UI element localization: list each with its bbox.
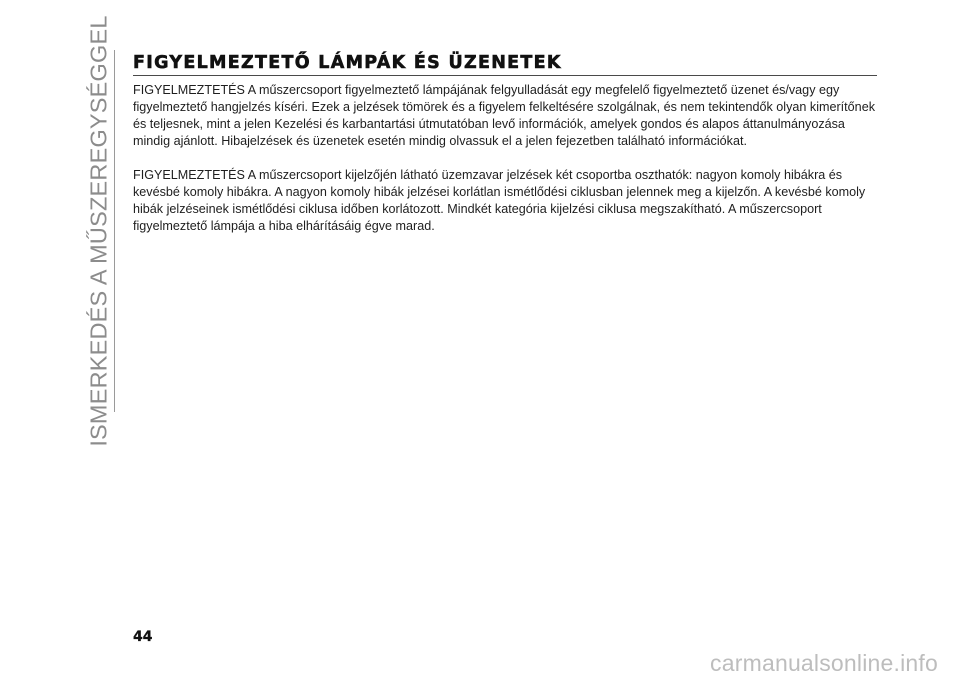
paragraph-fault-categories: FIGYELMEZTETÉS A műszercsoport kijelzőjén látható üzemzavar jelzések két csoportba oszthatók: nagyon komoly hibákra és kevésbé komoly hibákra. A nagyon komoly hibák jelzései korlátlan ismétlődési ciklusban jelennek meg a kijelzőn. A kevésbé komoly hibák jelzéseinek ismétlődési ciklusa időben korlátozott. Mindkét kategória kijelzési ciklusa megszakítható. A műszercsoport figyelmeztető lámpája a hiba elhárításáig égve marad. <box>133 168 866 234</box>
chapter-side-tab <box>84 15 114 447</box>
title-underline <box>133 75 877 76</box>
section-title: FIGYELMEZTETŐ LÁMPÁK ÉS ÜZENETEK <box>133 53 562 73</box>
site-watermark: carmanualsonline.info <box>710 650 938 676</box>
chapter-side-label: ISMERKEDÉS A MŰSZEREGYSÉGGEL <box>85 15 112 447</box>
page-content <box>133 52 877 235</box>
page-number: 44 <box>133 629 153 645</box>
chapter-side-rule <box>114 50 115 412</box>
paragraph-warning-lamps: FIGYELMEZTETÉS A műszercsoport figyelmeztető lámpájának felgyulladását egy megfelelő figyelmeztető üzenet és/vagy egy figyelmeztető hangjelzés kíséri. Ezek a jelzések tömörek és a figyelem felkeltésére szolgálnak, és nem tekintendők olyan kimerítőnek és teljesnek, mint a jelen Kezelési és karbantartási útmutatóban levő információk, amelyek gondos és alapos áttanulmányozása mindig ajánlott. Hibajelzések és üzenetek esetén mindig olvassuk el a jelen fejezetben található információkat. <box>133 83 875 149</box>
